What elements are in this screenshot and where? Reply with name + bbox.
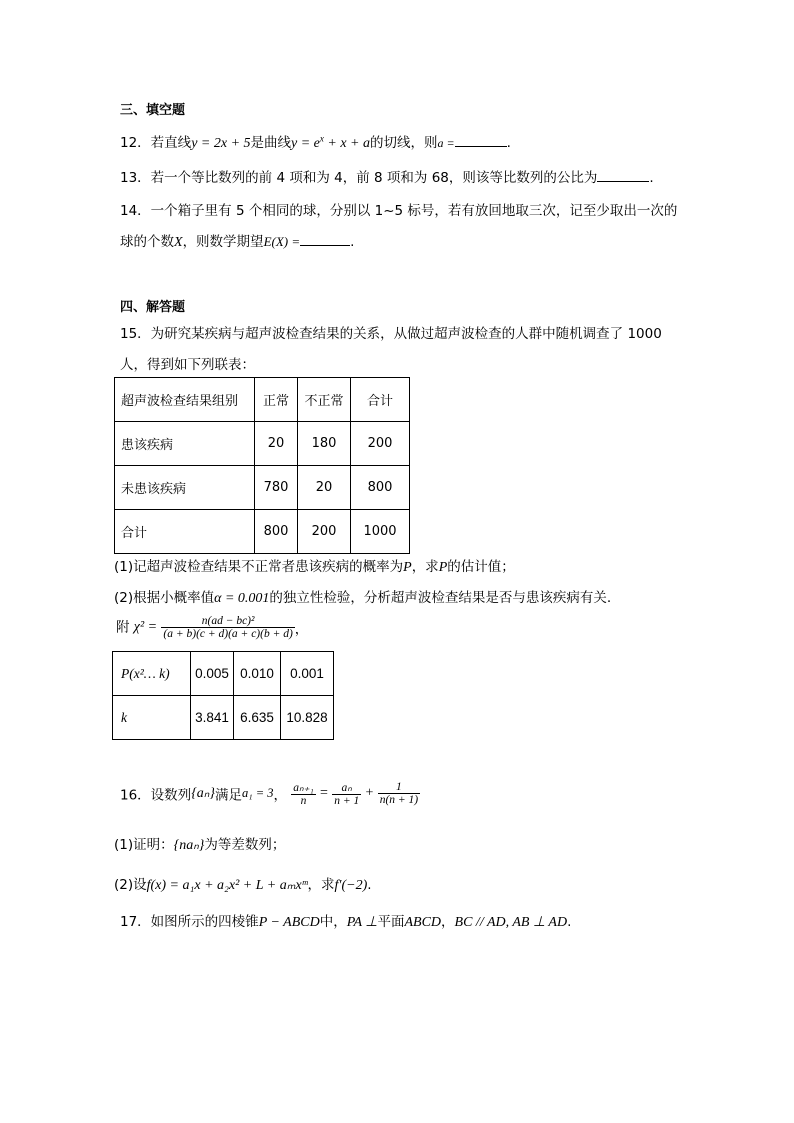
q12-curve-eq: $y = e^x + x + a$ — [291, 133, 370, 151]
section-heading-fill-in: 三、填空题 — [120, 103, 186, 118]
table-row: 合计 800 200 1000 — [115, 510, 410, 554]
table-row: 未患该疾病 780 20 800 — [115, 466, 410, 510]
answer-blank[interactable] — [300, 233, 350, 246]
q12-var: a = — [437, 136, 455, 150]
question-16-part2: (2)设f(x) = a₁x + a₂x² + L + aₘxᵐ，求f′(−2). — [114, 877, 372, 893]
question-16: 16．设数列{aₙ}满足a₁ = 3， $\frac{\text{aₙ₊₁}}{n}$ = $\frac{\text{aₙ}}{n + 1}$ + $\frac{1}{n(n + 1)}$ — [120, 781, 419, 807]
question-12: 12．若直线y = 2x + 5是曲线$y = e^x + x + a$的切线，则a = . — [120, 133, 511, 151]
section-heading-answer: 四、解答题 — [120, 300, 186, 315]
question-15-line1: 15．为研究某疾病与超声波检查结果的关系，从做过超声波检查的人群中随机调查了 1000 — [120, 326, 662, 342]
answer-blank[interactable] — [455, 134, 507, 147]
table-row: k 3.841 6.635 10.828 — [113, 696, 334, 740]
question-16-part1: (1)证明：{naₙ}为等差数列； — [114, 837, 286, 853]
formula-fraction: $\frac{\text{n(ad − bc)²}}{(a + b)(c + d)(a + c)(b + d)}$ — [163, 615, 293, 640]
question-15-part2: (2)根据小概率值α = 0.001的独立性检验，分析超声波检查结果是否与患该疾病有关. — [114, 590, 612, 606]
question-14-line2: 球的个数X，则数学期望E(X) = . — [120, 234, 355, 250]
q12-text: 12．若直线 — [120, 135, 192, 151]
chi-square-formula: 附 χ² = $\frac{\text{n(ad − bc)²}}{(a + b)(c + d)(a + c)(b + d)}$ ， — [116, 615, 309, 640]
question-14-line1: 14．一个箱子里有 5 个相同的球，分别以 1~5 标号，若有放回地取三次，记至少取出一次的 — [120, 203, 678, 219]
q14-var: X — [174, 235, 183, 250]
question-15-line2: 人，得到如下列联表： — [120, 357, 255, 373]
question-15-part1: (1)记超声波检查结果不正常者患该疾病的概率为P，求P的估计值； — [114, 559, 515, 575]
table-row: 患该疾病 20 180 200 — [115, 422, 410, 466]
table-header-row: 超声波检查结果组别 正常 不正常 合计 — [115, 378, 410, 422]
question-13: 13．若一个等比数列的前 4 项和为 4，前 8 项和为 68，则该等比数列的公比为 . — [120, 170, 654, 186]
table-row: P(x²… k) 0.005 0.010 0.001 — [113, 652, 334, 696]
q12-line-eq: y = 2x + 5 — [191, 136, 251, 151]
q13-text: 13．若一个等比数列的前 4 项和为 4，前 8 项和为 68，则该等比数列的公比为 — [120, 170, 598, 186]
q12-text-mid: 是曲线 — [250, 135, 292, 151]
q12-text-tail: 的切线，则 — [370, 135, 438, 151]
question-17: 17．如图所示的四棱锥P − ABCD中，PA ⊥平面ABCD，BC // AD, AB ⊥ AD. — [120, 914, 572, 930]
critical-value-table — [112, 651, 334, 740]
contingency-table — [114, 377, 410, 554]
answer-blank[interactable] — [597, 169, 649, 182]
q14-expectation: E(X) = — [263, 234, 301, 249]
